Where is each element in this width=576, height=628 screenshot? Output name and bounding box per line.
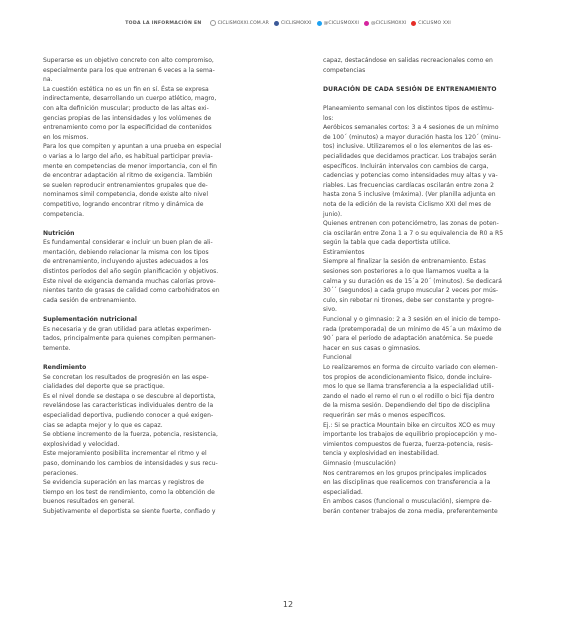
text-line: pecialidades que decidamos practicar. Los trabajos serán — [323, 152, 497, 160]
text-line: indirectamente, desarrollando un cuerpo atlético, magro, — [43, 95, 217, 103]
header-link-text: @CICLISMOXXI — [323, 20, 359, 26]
spacer — [323, 75, 519, 85]
text-line: mos lo que se llama transferencia a la especialidad utili- — [323, 383, 494, 391]
text-line: Es necesaria y de gran utilidad para atletas experimen- — [43, 325, 212, 333]
section-title-suplementacion: Suplementación nutricional — [43, 316, 137, 324]
text-line: Estiramientos — [323, 248, 365, 256]
text-line: explosividad y velocidad. — [43, 440, 120, 448]
text-line: buenos resultados en general. — [43, 498, 135, 506]
text-line: En ambos casos (funcional o musculación), siempre de- — [323, 498, 492, 506]
text-line: entrenamiento como por la especificidad de contenidos — [43, 124, 212, 132]
header-lead: TODA LA INFORMACIÓN EN — [125, 20, 202, 26]
text-line: cia oscilarán entre Zona 1 a 7 o su equivalencia de R0 a R5 — [323, 229, 504, 237]
header-link-text: @CICLISMOXXI — [370, 20, 407, 26]
text-line: paso, dominando los cambios de intensidades y sus recu- — [43, 459, 218, 467]
text-line: gencias propias de las intensidades y los volúmenes de — [43, 114, 212, 122]
section-title-nutricion: Nutrición — [43, 229, 75, 237]
text-line: rada (pretemporada) de un mínimo de 45´a un máximo de — [323, 325, 502, 333]
text-line: tiempo en los test de rendimiento, como la obtención de — [43, 488, 215, 496]
paragraph — [43, 142, 239, 219]
text-line: tos) inclusive. Utilizaremos el o los elementos de las es- — [323, 143, 493, 151]
text-line: cialidades del deporte que se practique. — [43, 383, 165, 391]
paragraph — [43, 85, 239, 143]
text-line: Funcional — [323, 354, 352, 362]
text-line: cadencias y potencias como intensidades muy altas y va- — [323, 172, 498, 180]
text-line: peraciones. — [43, 469, 79, 477]
text-line: hasta zona 5 inclusive (máxima). (Ver planilla adjunta en — [323, 191, 496, 199]
text-line: temente. — [43, 344, 71, 352]
text-line: na. — [43, 76, 53, 84]
text-line: mentación, debiendo relacionar la misma con los tipos — [43, 248, 209, 256]
text-line: especialidad deportiva, pudiendo conocer a qué exigen- — [43, 411, 214, 419]
text-line: vimientos compuestos de fuerza, fuerza-potencia, resis- — [323, 440, 493, 448]
text-line: según la tabla que cada deportista utilice. — [323, 239, 451, 247]
text-line: requerirán ser más o menos específicos. — [323, 411, 446, 419]
text-line: de encontrar adaptación al ritmo de exigencia. También — [43, 172, 213, 180]
text-line: nota de la edición de la revista Ciclismo XXI del mes de — [323, 200, 491, 208]
spacer — [323, 94, 519, 104]
header-link-facebook[interactable] — [274, 21, 312, 26]
paragraph — [43, 325, 239, 354]
text-line: Es el nivel donde se destapa o se descubre al deportista, — [43, 392, 216, 400]
text-line: en los mismos. — [43, 133, 89, 141]
text-line: calma y su duración es de 15´a 20´ (minutos). Se dedicará — [323, 277, 503, 285]
text-line: se suelen reproducir entrenamientos grupales que de- — [43, 181, 208, 189]
text-line: cada sesión de entrenamiento. — [43, 296, 137, 304]
left-column — [43, 56, 239, 517]
text-line: de la misma sesión. Dependiendo del tipo de disciplina — [323, 402, 490, 410]
header-link-text: CICLISMOXXI — [280, 20, 312, 26]
text-line: competencia. — [43, 210, 85, 218]
text-line: Se obtiene incremento de la fuerza, potencia, resistencia, — [43, 431, 218, 439]
header-link-web[interactable] — [210, 20, 269, 26]
paragraph — [43, 373, 239, 517]
text-line: junio). — [323, 210, 343, 218]
twitter-icon — [317, 21, 322, 26]
paragraph — [43, 238, 239, 305]
text-line: riables. Las frecuencias cardíacas oscilarán entre zona 2 — [323, 181, 494, 189]
header-link-instagram[interactable] — [364, 21, 406, 26]
text-line: especialidad. — [323, 488, 363, 496]
text-line: Aeróbicos semanales cortos: 3 a 4 sesiones de un mínimo — [323, 124, 499, 132]
text-line: específicos. Incluirán intervalos con cambios de carga, — [323, 162, 489, 170]
spacer — [43, 305, 239, 315]
text-line: revelándose las características individuales dentro de la — [43, 402, 214, 410]
text-line: Funcional y o gimnasio: 2 a 3 sesión en el inicio de tempo- — [323, 316, 501, 324]
text-line: competencias — [323, 66, 366, 74]
text-line: Superarse es un objetivo concreto con alto compromiso, — [43, 57, 214, 64]
text-line: 90´ para el período de adaptación anatómica. Se puede — [323, 335, 493, 343]
paragraph — [323, 104, 519, 517]
paragraph — [323, 56, 519, 75]
text-line: o varias a lo largo del año, es habitual participar previa- — [43, 152, 213, 160]
facebook-icon — [274, 21, 279, 26]
text-line: tados, principalmente para quienes compiten permanen- — [43, 335, 216, 343]
youtube-icon — [411, 21, 416, 26]
text-line: berán contener trabajos de zona media, preferentemente — [323, 507, 498, 515]
text-line: distintos períodos del año según planificación y objetivos. — [43, 268, 219, 276]
spacer — [43, 353, 239, 363]
text-line: sivo. — [323, 306, 337, 314]
text-line: Para los que compiten y apuntan a una prueba en especial — [43, 143, 222, 151]
header-bar — [0, 20, 576, 26]
page-number: 12 — [282, 600, 294, 609]
text-line: Nos centraremos en los grupos principales implicados — [323, 469, 487, 477]
text-line: importante los trabajos de equilibrio propiocepción y mo- — [323, 431, 497, 439]
header-link-text: CICLISMOXXI.COM.AR — [217, 20, 269, 26]
text-line: en las disciplinas que realicemos con transferencia a la — [323, 479, 491, 487]
text-line: 30´´ (segundos) a cada grupo muscular 2 veces por mús- — [323, 287, 499, 295]
text-line: competitivo, logrando encontrar ritmo y dinámica de — [43, 200, 204, 208]
spacer — [43, 219, 239, 229]
text-line: con alta definición muscular; producto de las altas exi- — [43, 104, 209, 112]
text-line: cias se adapta mejor y lo que es capaz. — [43, 421, 163, 429]
text-line: especialmente para los que entrenan 6 veces a la sema- — [43, 66, 215, 74]
text-line: Lo realizaremos en forma de circuito variado con elemen- — [323, 364, 498, 371]
text-line: Este nivel de exigencia demanda muchas calorías prove- — [43, 277, 216, 285]
text-line: La cuestión estética no es un fin en sí. Ésta se expresa — [43, 85, 209, 93]
text-line: de entrenamiento, incluyendo ajustes adecuados a los — [43, 258, 209, 266]
text-line: nominamos símil competencia, donde existe alto nivel — [43, 191, 209, 199]
text-line: Subjetivamente el deportista se siente fuerte, confiado y — [43, 507, 216, 515]
header-link-twitter[interactable] — [317, 21, 359, 26]
text-line: de 100´ (minutos) a mayor duración hasta los 120´ (minu- — [323, 133, 501, 141]
text-line: tos propios de acondicionamiento físico, donde incluire- — [323, 373, 492, 381]
text-line: zando el nado el remo el run o el rodillo o bici fija dentro — [323, 392, 495, 400]
text-line: culo, sin rebotar ni tirones, debe ser constante y progre- — [323, 296, 494, 304]
text-line: capaz, destacándose en salidas recreacionales como en — [323, 57, 493, 64]
text-line: Planeamiento semanal con los distintos tipos de estímu- — [323, 104, 494, 112]
text-line: Ej.: Si se practica Mountain bike en circuitos XCO es muy — [323, 421, 496, 429]
section-heading-duracion: DURACIÓN DE CADA SESIÓN DE ENTRENAMIENTO — [323, 85, 497, 93]
text-line: Quienes entrenen con potenciómetro, las zonas de poten- — [323, 220, 499, 228]
header-link-youtube[interactable] — [411, 21, 451, 26]
text-line: tencia y explosividad en inestabilidad. — [323, 450, 439, 458]
instagram-icon — [364, 21, 369, 26]
text-line: los: — [323, 114, 334, 122]
right-column — [323, 56, 519, 517]
text-line: hacer en sus casas o gimnasios. — [323, 344, 421, 352]
text-line: Se evidencia superación en las marcas y registros de — [43, 479, 204, 487]
text-line: sesiones son posteriores a lo que llamamos vuelta a la — [323, 268, 489, 276]
header-link-text: CICLISMO XXI — [418, 20, 451, 26]
text-line: mente en competencias de menor importancia, con el fin — [43, 162, 217, 170]
globe-icon — [210, 20, 216, 26]
text-line: Este mejoramiento posibilita incrementar el ritmo y el — [43, 450, 207, 458]
text-line: Se concretan los resultados de progresión en las espe- — [43, 373, 209, 381]
text-line: Gimnasio (musculación) — [323, 459, 396, 467]
section-title-rendimiento: Rendimiento — [43, 364, 87, 371]
text-line: Siempre al finalizar la sesión de entrenamiento. Estas — [323, 258, 486, 266]
text-line: nientes tanto de grasas de calidad como carbohidratos en — [43, 287, 220, 295]
paragraph — [43, 56, 239, 85]
text-line: Es fundamental considerar e incluir un buen plan de ali- — [43, 239, 213, 247]
